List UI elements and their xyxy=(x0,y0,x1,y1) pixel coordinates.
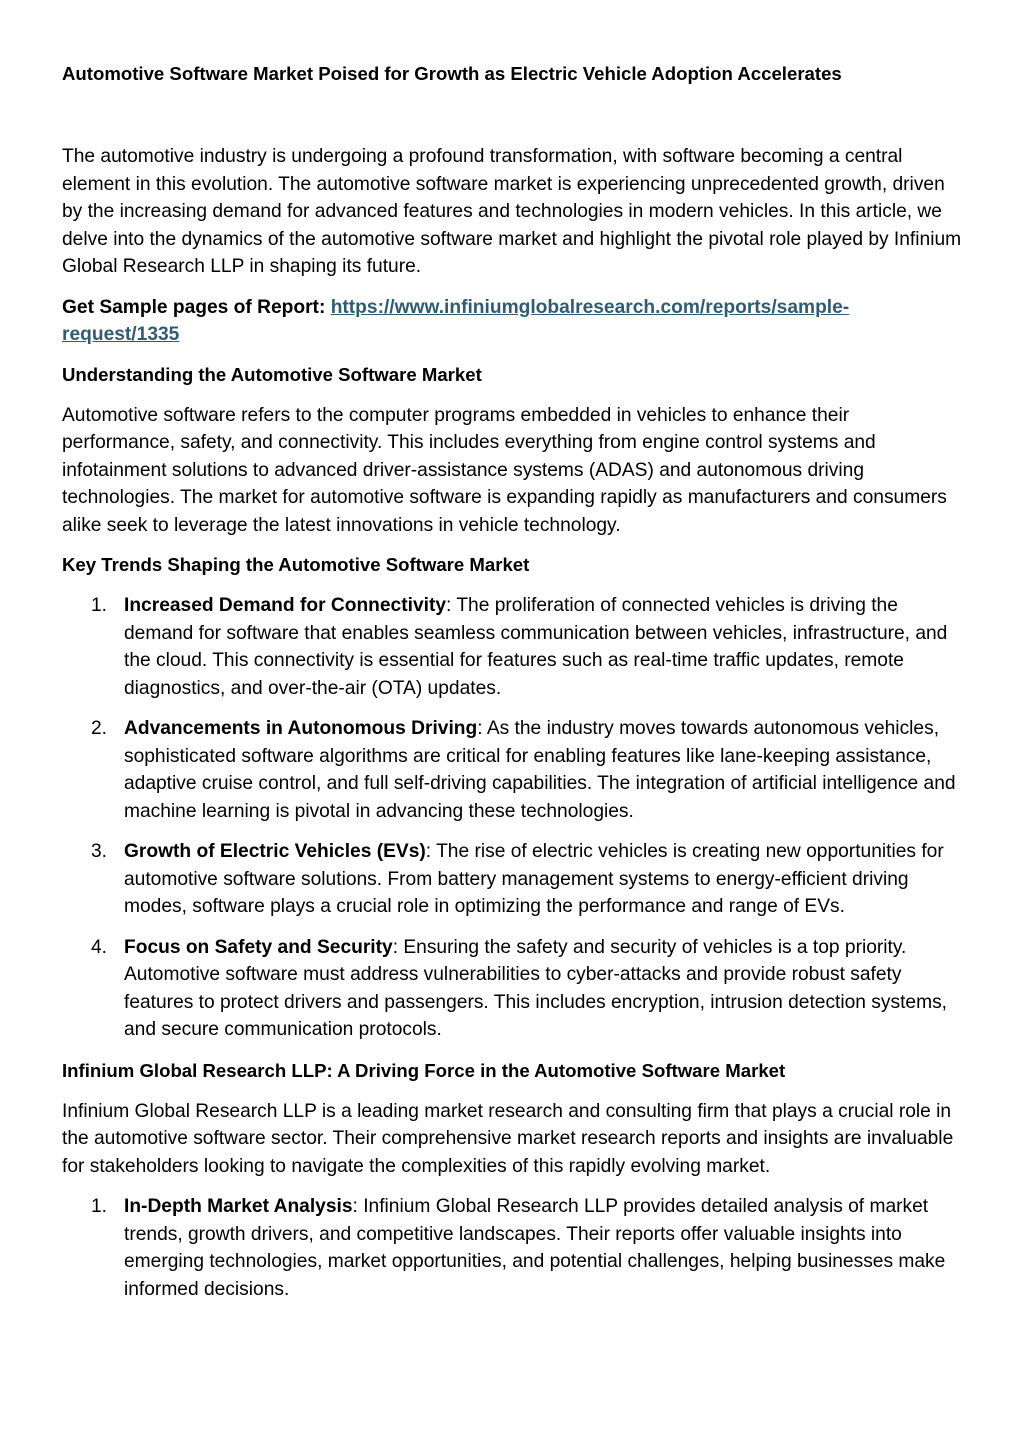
list-item-text: : As the industry moves towards autonomous vehicles, sophisticated software algorithms are critical for enabling features like lane-keeping assistance, adaptive cruise control, and full self-driving capabilities. The integration of artificial intelligence and machine learning is pivotal in advancing these technologies. xyxy=(124,718,956,822)
list-item-number: 4. xyxy=(91,936,108,958)
list-item xyxy=(62,1193,962,1303)
list-item-term: In-Depth Market Analysis xyxy=(124,1196,353,1217)
list-item-number: 3. xyxy=(91,841,108,862)
list-item xyxy=(62,934,962,1044)
sample-request-link[interactable]: https://www.infiniumglobalresearch.com/reports/sample-request/1335 xyxy=(62,296,850,345)
document-body xyxy=(62,143,962,1317)
infinium-list xyxy=(62,1193,962,1303)
list-item xyxy=(62,715,962,825)
document-title: Automotive Software Market Poised for Growth as Electric Vehicle Adoption Accelerates xyxy=(62,63,842,84)
list-item-number: 1. xyxy=(91,1196,108,1217)
list-item-term: Advancements in Autonomous Driving xyxy=(124,718,478,739)
list-item-number: 2. xyxy=(91,718,108,739)
intro-paragraph: The automotive industry is undergoing a profound transformation, with software becoming a central element in this evolution. The automotive software market is experiencing unprecedented growth, driven by the increasing demand for advanced features and technologies in modern vehicles. In this article, we delve into the dynamics of the automotive software market and highlight the pivotal role played by Infinium Global Research LLP in shaping its future. xyxy=(62,146,962,277)
sample-request-line xyxy=(62,294,962,349)
list-item-number: 1. xyxy=(91,595,108,616)
key-trends-list xyxy=(62,592,962,1044)
list-item-term: Increased Demand for Connectivity xyxy=(124,595,447,616)
list-item-text: : The proliferation of connected vehicles is driving the demand for software that enables seamless communication between vehicles, infrastructure, and the cloud. This connectivity is essential for features such as real-time traffic updates, remote diagnostics, and over-the-air (OTA) updates. xyxy=(124,595,948,699)
section-heading-infinium: Infinium Global Research LLP: A Driving Force in the Automotive Software Market xyxy=(62,1059,786,1081)
section-paragraph-infinium: Infinium Global Research LLP is a leading market research and consulting firm that plays a crucial role in the automotive software sector. Their comprehensive market research reports and insights are invaluable for stakeholders looking to navigate the complexities of this rapidly evolving market. xyxy=(62,1100,954,1177)
list-item-text: : Infinium Global Research LLP provides detailed analysis of market trends, growth drivers, and competitive landscapes. Their reports offer valuable insights into emerging technologies, market opportunities, and potential challenges, helping businesses make informed decisions. xyxy=(124,1196,946,1300)
section-heading-understanding: Understanding the Automotive Software Market xyxy=(62,363,482,385)
list-item-term: Focus on Safety and Security xyxy=(124,936,393,958)
list-item-term: Growth of Electric Vehicles (EVs) xyxy=(124,841,426,862)
sample-request-label: Get Sample pages of Report: xyxy=(62,296,326,318)
list-item xyxy=(62,838,962,921)
section-paragraph-understanding: Automotive software refers to the computer programs embedded in vehicles to enhance their performance, safety, and connectivity. This includes everything from engine control systems and infotainment solutions to advanced driver-assistance systems (ADAS) and autonomous driving technologies. The market for automotive software is expanding rapidly as manufacturers and consumers alike seek to leverage the latest innovations in vehicle technology. xyxy=(62,404,947,536)
list-item-text: : Ensuring the safety and security of vehicles is a top priority. Automotive software must address vulnerabilities to cyber-attacks and provide robust safety features to protect drivers and passengers. This includes encryption, intrusion detection systems, and secure communication protocols. xyxy=(124,936,947,1040)
list-item-text: : The rise of electric vehicles is creating new opportunities for automotive software solutions. From battery management systems to energy-efficient driving modes, software plays a crucial role in optimizing the performance and range of EVs. xyxy=(124,841,944,917)
list-item xyxy=(62,592,962,702)
section-heading-key-trends: Key Trends Shaping the Automotive Software Market xyxy=(62,554,530,575)
